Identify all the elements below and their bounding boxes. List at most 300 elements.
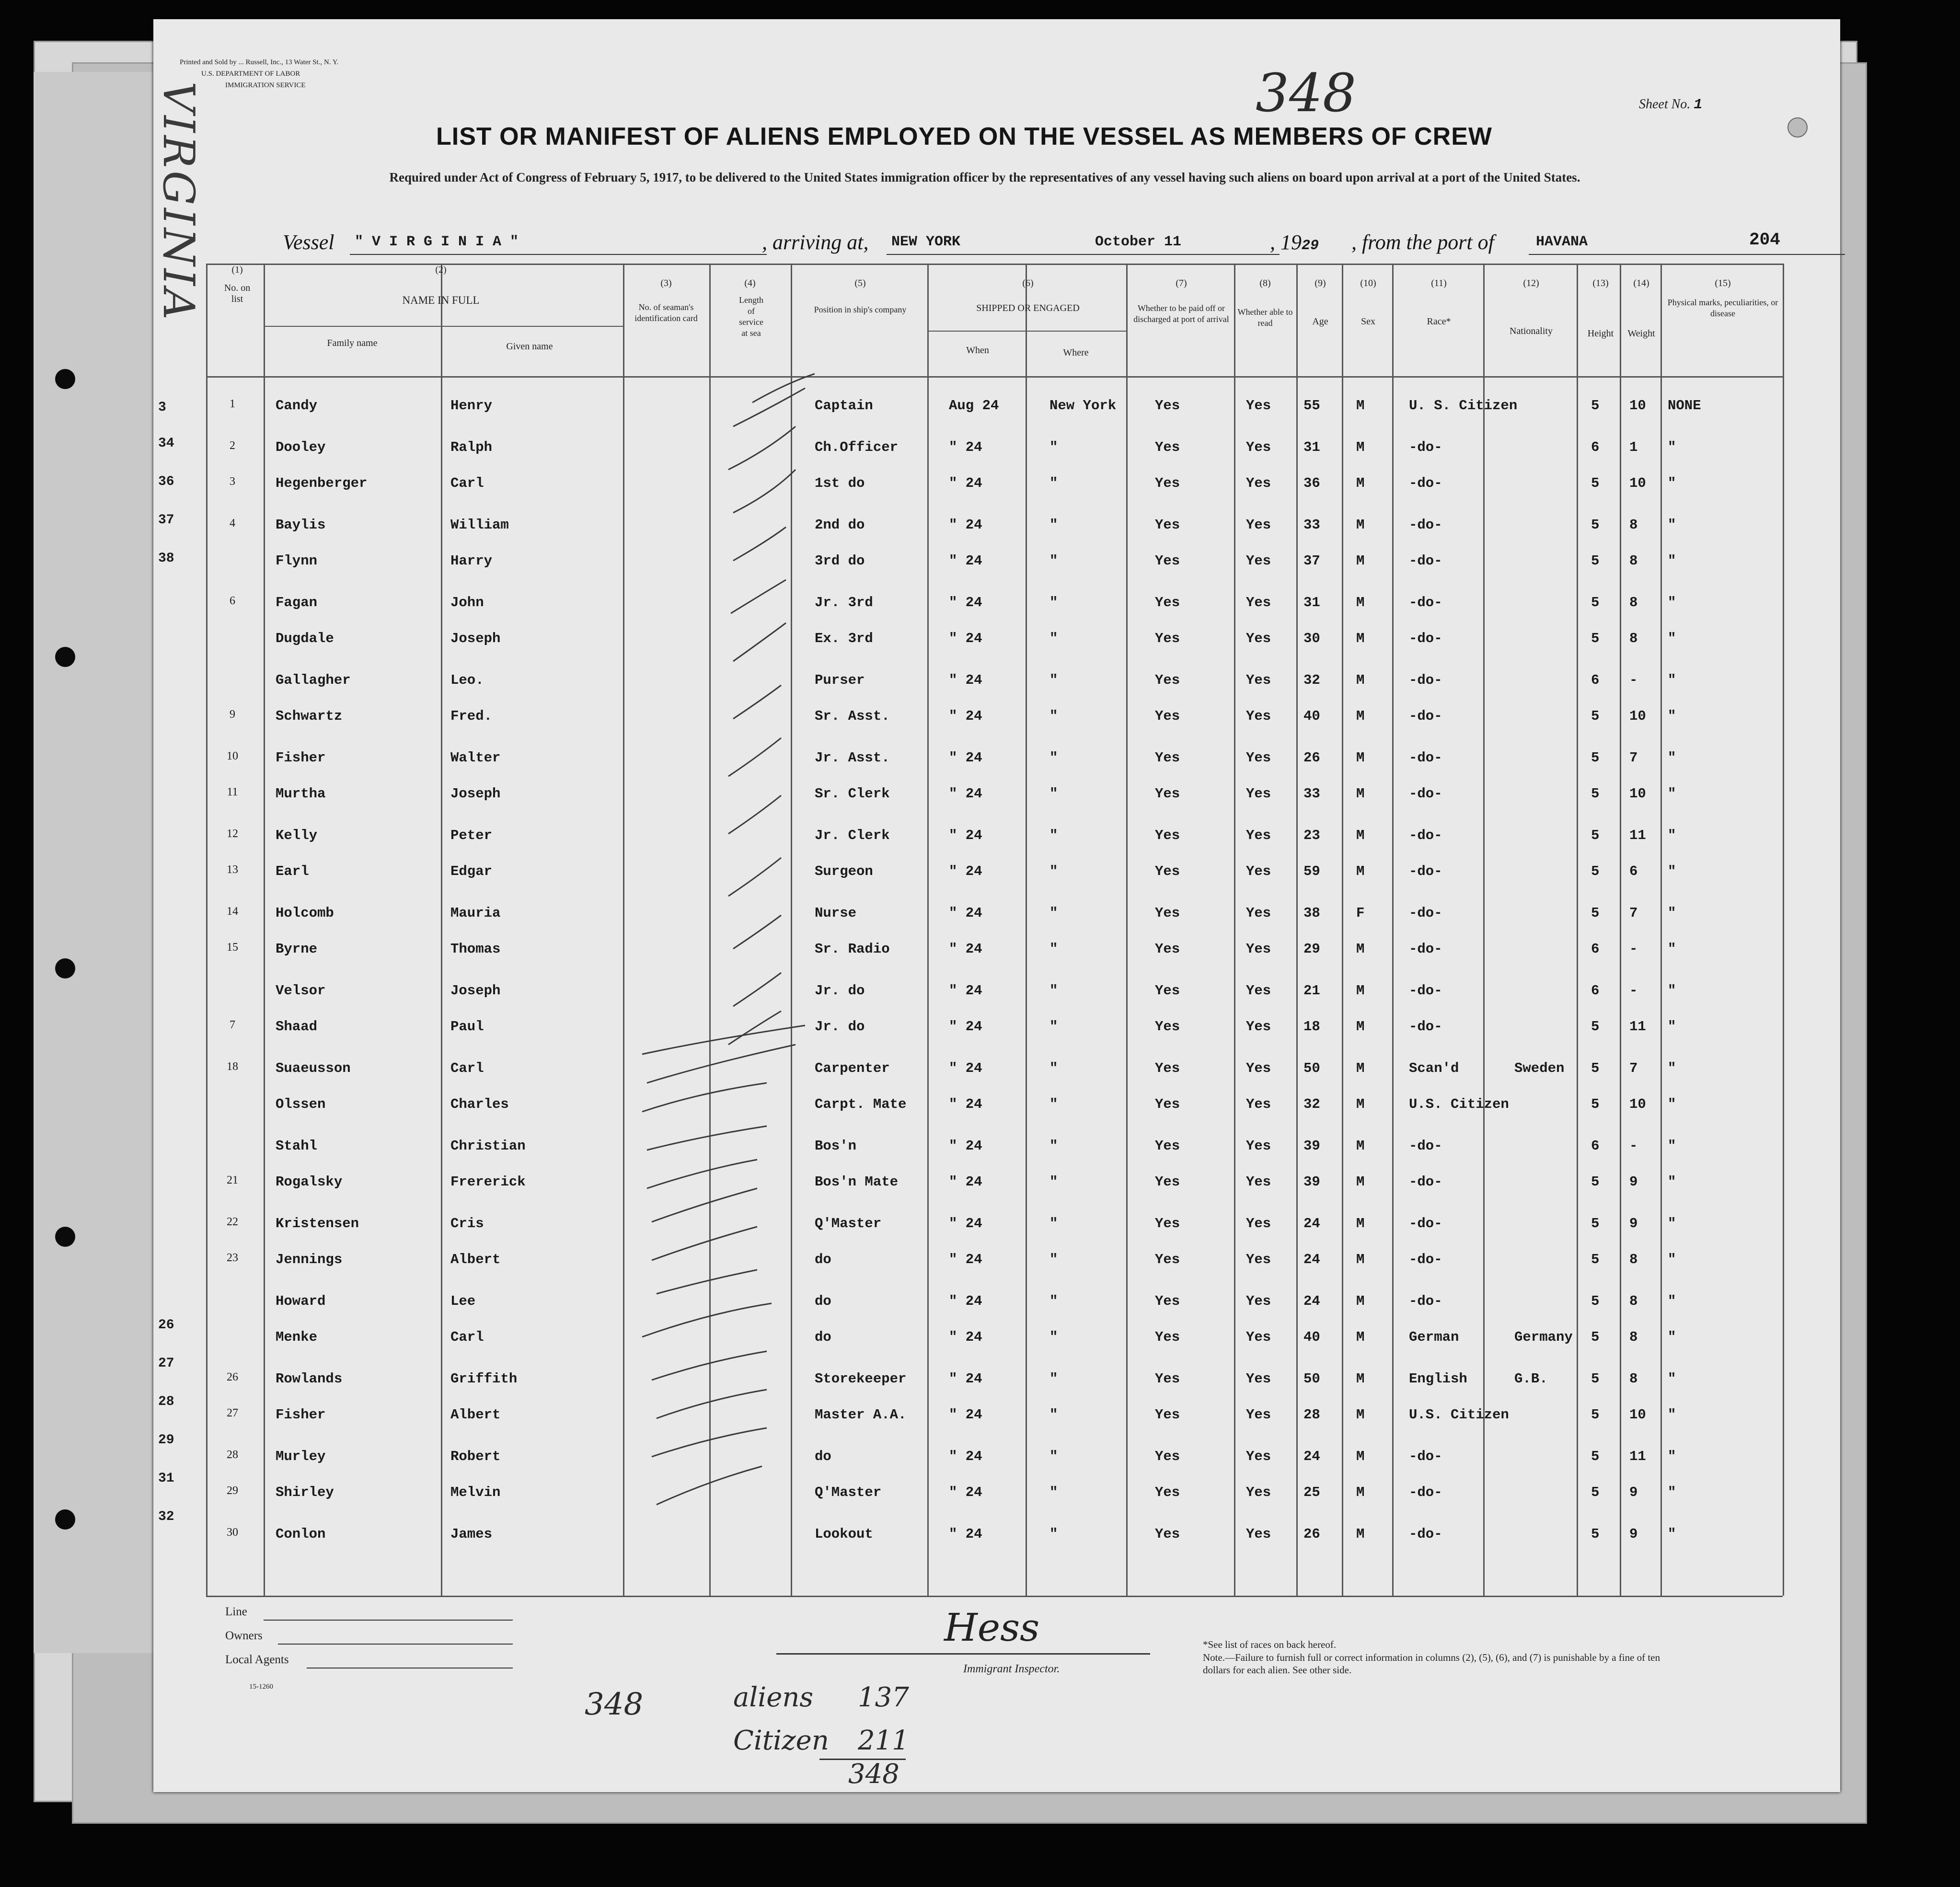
weight: -: [1629, 941, 1638, 957]
able-to-read: Yes: [1246, 1138, 1271, 1154]
family-name: Rowlands: [276, 1371, 343, 1387]
sex: M: [1356, 398, 1365, 414]
row-number: 23: [227, 1252, 238, 1264]
age: 25: [1303, 1484, 1320, 1500]
shipped-where: ": [1049, 475, 1058, 491]
race: -do-: [1409, 595, 1442, 610]
height: 5: [1591, 595, 1600, 610]
citizen-label: Citizen: [733, 1725, 829, 1756]
family-name: Jennings: [276, 1252, 343, 1267]
paid-off: Yes: [1155, 553, 1180, 569]
sex: M: [1356, 1019, 1365, 1035]
position: Jr. do: [815, 1019, 865, 1035]
family-name: Howard: [276, 1293, 326, 1309]
margin-number: 28: [158, 1394, 174, 1409]
row-number: 6: [230, 595, 235, 607]
physical-marks: ": [1668, 1449, 1676, 1464]
header-able-read: Whether able to read: [1237, 307, 1293, 328]
shipped-where: ": [1049, 595, 1058, 610]
given-name: Edgar: [450, 863, 493, 879]
physical-marks: ": [1668, 1526, 1676, 1542]
inspector-label: Immigrant Inspector.: [963, 1663, 1060, 1675]
sex: M: [1356, 1060, 1365, 1076]
family-name: Gallagher: [276, 672, 351, 688]
sex: M: [1356, 595, 1365, 610]
weight: 10: [1629, 708, 1646, 724]
service-line: IMMIGRATION SERVICE: [225, 81, 306, 89]
able-to-read: Yes: [1246, 750, 1271, 766]
shipped-where: ": [1049, 750, 1058, 766]
race: -do-: [1409, 439, 1442, 455]
height: 6: [1591, 672, 1600, 688]
family-name: Shirley: [276, 1484, 334, 1500]
physical-marks: ": [1668, 1407, 1676, 1423]
height: 5: [1591, 1174, 1600, 1190]
able-to-read: Yes: [1246, 672, 1271, 688]
family-name: Shaad: [276, 1019, 318, 1035]
sex: M: [1356, 439, 1365, 455]
age: 50: [1303, 1060, 1320, 1076]
col-number: (7): [1176, 278, 1187, 288]
family-name: Baylis: [276, 517, 326, 533]
grid-line: [927, 264, 929, 1596]
sex: M: [1356, 828, 1365, 843]
paid-off: Yes: [1155, 708, 1180, 724]
race: English: [1409, 1371, 1467, 1387]
paid-off: Yes: [1155, 1174, 1180, 1190]
able-to-read: Yes: [1246, 439, 1271, 455]
shipped-where: ": [1049, 828, 1058, 843]
given-name: Mauria: [450, 905, 501, 921]
family-name: Kristensen: [276, 1216, 359, 1231]
height: 5: [1591, 1293, 1600, 1309]
weight: -: [1629, 983, 1638, 999]
weight: 11: [1629, 1449, 1646, 1464]
shipped-when: " 24: [949, 1096, 982, 1112]
tally-marks: [613, 355, 815, 1553]
weight: 10: [1629, 398, 1646, 414]
able-to-read: Yes: [1246, 517, 1271, 533]
able-to-read: Yes: [1246, 1216, 1271, 1231]
given-name: Thomas: [450, 941, 501, 957]
arriving-label: , arriving at,: [762, 230, 869, 254]
physical-marks: ": [1668, 475, 1676, 491]
family-name: Byrne: [276, 941, 318, 957]
shipped-where: ": [1049, 905, 1058, 921]
height: 5: [1591, 1329, 1600, 1345]
race: -do-: [1409, 1174, 1442, 1190]
position: Jr. 3rd: [815, 595, 873, 610]
department-line: U.S. DEPARTMENT OF LABOR: [201, 70, 300, 78]
grid-line: [1783, 264, 1784, 1596]
weight: 8: [1629, 631, 1638, 646]
position: Jr. do: [815, 983, 865, 999]
position: Surgeon: [815, 863, 873, 879]
margin-number: 27: [158, 1356, 174, 1371]
sex: M: [1356, 475, 1365, 491]
row-number: 13: [227, 863, 238, 876]
shipped-where: ": [1049, 1371, 1058, 1387]
inspector-signature: Hess: [944, 1605, 1040, 1650]
manifest-subtitle: Required under Act of Congress of February 5, 1917, to be delivered to the United States immigration officer by the representatives of any vessel having such aliens on board upon arrival at a port of the United States.: [389, 170, 1580, 184]
row-number: 10: [227, 750, 238, 762]
paid-off: Yes: [1155, 1484, 1180, 1500]
position: do: [815, 1293, 831, 1309]
able-to-read: Yes: [1246, 708, 1271, 724]
able-to-read: Yes: [1246, 983, 1271, 999]
able-to-read: Yes: [1246, 786, 1271, 802]
race: -do-: [1409, 1526, 1442, 1542]
shipped-where: ": [1049, 631, 1058, 646]
paid-off: Yes: [1155, 1293, 1180, 1309]
header-age: Age: [1312, 316, 1328, 327]
height: 5: [1591, 1019, 1600, 1035]
height: 6: [1591, 439, 1600, 455]
height: 5: [1591, 750, 1600, 766]
given-name: Joseph: [450, 983, 501, 999]
row-number: 21: [227, 1174, 238, 1186]
sex: M: [1356, 1407, 1365, 1423]
given-name: Henry: [450, 398, 493, 414]
paid-off: Yes: [1155, 750, 1180, 766]
row-number: 18: [227, 1060, 238, 1073]
given-name: James: [450, 1526, 493, 1542]
grid-line: [1392, 264, 1394, 1596]
aliens-label: aliens: [733, 1682, 814, 1713]
row-number: 28: [227, 1449, 238, 1461]
margin-number: 29: [158, 1433, 174, 1448]
given-name: Carl: [450, 1060, 484, 1076]
shipped-where: ": [1049, 708, 1058, 724]
shipped-where: ": [1049, 1252, 1058, 1267]
position: Q'Master: [815, 1484, 882, 1500]
position: Sr. Radio: [815, 941, 890, 957]
shipped-where: ": [1049, 786, 1058, 802]
col-number: (6): [1022, 278, 1034, 288]
weight: -: [1629, 672, 1638, 688]
row-number: 27: [227, 1407, 238, 1419]
height: 5: [1591, 1096, 1600, 1112]
given-name: Albert: [450, 1407, 501, 1423]
given-name: Walter: [450, 750, 501, 766]
weight: 8: [1629, 1329, 1638, 1345]
footer-line-label: Line: [225, 1605, 247, 1618]
physical-marks: ": [1668, 631, 1676, 646]
weight: 9: [1629, 1216, 1638, 1231]
height: 5: [1591, 1407, 1600, 1423]
able-to-read: Yes: [1246, 1060, 1271, 1076]
paid-off: Yes: [1155, 595, 1180, 610]
height: 5: [1591, 1449, 1600, 1464]
physical-marks: ": [1668, 905, 1676, 921]
physical-marks: ": [1668, 517, 1676, 533]
paid-off: Yes: [1155, 1526, 1180, 1542]
weight: 9: [1629, 1484, 1638, 1500]
able-to-read: Yes: [1246, 1526, 1271, 1542]
physical-marks: ": [1668, 553, 1676, 569]
sex: M: [1356, 983, 1365, 999]
shipped-where: ": [1049, 1526, 1058, 1542]
grid-line: [1620, 264, 1621, 1596]
col-number: (4): [744, 278, 756, 288]
able-to-read: Yes: [1246, 863, 1271, 879]
shipped-when: " 24: [949, 1174, 982, 1190]
physical-marks: ": [1668, 1174, 1676, 1190]
margin-number: 34: [158, 436, 174, 451]
grid-line: [1577, 264, 1578, 1596]
footer-local-agents-label: Local Agents: [225, 1653, 289, 1666]
family-name: Dooley: [276, 439, 326, 455]
col-number: (11): [1431, 278, 1447, 288]
age: 32: [1303, 1096, 1320, 1112]
height: 5: [1591, 1060, 1600, 1076]
family-name: Kelly: [276, 828, 318, 843]
family-name: Velsor: [276, 983, 326, 999]
position: Jr. Clerk: [815, 828, 890, 843]
race: -do-: [1409, 1216, 1442, 1231]
row-number: 14: [227, 905, 238, 918]
paid-off: Yes: [1155, 863, 1180, 879]
shipped-where: ": [1049, 1096, 1058, 1112]
given-name: Christian: [450, 1138, 526, 1154]
family-name: Holcomb: [276, 905, 334, 921]
paid-off: Yes: [1155, 1060, 1180, 1076]
position: Captain: [815, 398, 873, 414]
col-number: (2): [435, 265, 447, 275]
paid-off: Yes: [1155, 631, 1180, 646]
shipped-where: ": [1049, 1060, 1058, 1076]
physical-marks: ": [1668, 672, 1676, 688]
paid-off: Yes: [1155, 1216, 1180, 1231]
sheet-label: Sheet No.: [1639, 97, 1691, 112]
age: 18: [1303, 1019, 1320, 1035]
physical-marks: ": [1668, 1060, 1676, 1076]
given-name: Carl: [450, 1329, 484, 1345]
nationality: G.B.: [1514, 1371, 1548, 1387]
shipped-where: ": [1049, 439, 1058, 455]
weight: 8: [1629, 517, 1638, 533]
grid-line: [206, 376, 1783, 378]
age: 50: [1303, 1371, 1320, 1387]
row-number: 12: [227, 828, 238, 840]
races-note: *See list of races on back hereof.: [1203, 1639, 1337, 1650]
position: Purser: [815, 672, 865, 688]
penalty-note: Note.—Failure to furnish full or correct information in columns (2), (5), (6), and (7) is punishable by a fine of ten dollars for each alien. See other side.: [1203, 1652, 1660, 1676]
age: 38: [1303, 905, 1320, 921]
paid-off: Yes: [1155, 475, 1180, 491]
given-name: Albert: [450, 1252, 501, 1267]
sex: M: [1356, 553, 1365, 569]
age: 31: [1303, 439, 1320, 455]
position: do: [815, 1449, 831, 1464]
family-name: Schwartz: [276, 708, 343, 724]
age: 29: [1303, 941, 1320, 957]
sex: M: [1356, 1096, 1365, 1112]
age: 26: [1303, 1526, 1320, 1542]
position: Master A.A.: [815, 1407, 907, 1423]
margin-number: 31: [158, 1471, 174, 1486]
family-name: Fagan: [276, 595, 318, 610]
shipped-when: " 24: [949, 863, 982, 879]
header-no-on-list: No. on list: [224, 283, 251, 304]
row-number: 29: [227, 1484, 238, 1497]
shipped-when: " 24: [949, 828, 982, 843]
paid-off: Yes: [1155, 1096, 1180, 1112]
grid-line: [206, 264, 208, 1596]
sex: M: [1356, 1174, 1365, 1190]
weight: 7: [1629, 1060, 1638, 1076]
race: -do-: [1409, 1293, 1442, 1309]
col-number: (8): [1259, 278, 1271, 288]
shipped-where: ": [1049, 1293, 1058, 1309]
position: Nurse: [815, 905, 857, 921]
shipped-where: ": [1049, 1216, 1058, 1231]
header-weight: Weight: [1627, 328, 1655, 339]
grid-line: [927, 331, 1126, 332]
age: 39: [1303, 1138, 1320, 1154]
position: Carpenter: [815, 1060, 890, 1076]
weight: 8: [1629, 1293, 1638, 1309]
given-name: Griffith: [450, 1371, 518, 1387]
position: Bos'n: [815, 1138, 857, 1154]
race: -do-: [1409, 517, 1442, 533]
height: 5: [1591, 517, 1600, 533]
row-number: 2: [230, 439, 235, 452]
footer-owners-label: Owners: [225, 1629, 263, 1642]
col-number: (9): [1314, 278, 1326, 288]
header-given-name: Given name: [506, 341, 553, 352]
header-nationality: Nationality: [1510, 326, 1553, 336]
given-name: Frererick: [450, 1174, 526, 1190]
shipped-when: " 24: [949, 1138, 982, 1154]
age: 37: [1303, 553, 1320, 569]
age: 24: [1303, 1252, 1320, 1267]
race: -do-: [1409, 1449, 1442, 1464]
row-number: 15: [227, 941, 238, 954]
sex: M: [1356, 1329, 1365, 1345]
able-to-read: Yes: [1246, 1174, 1271, 1190]
sex: M: [1356, 1526, 1365, 1542]
height: 5: [1591, 1252, 1600, 1267]
age: 40: [1303, 708, 1320, 724]
race: U.S. Citizen: [1409, 1096, 1509, 1112]
punch-hole: [55, 1227, 75, 1247]
page-number: 204: [1749, 230, 1780, 250]
sheet-number: 1: [1694, 97, 1703, 113]
grid-line: [1342, 264, 1343, 1596]
physical-marks: NONE: [1668, 398, 1701, 414]
given-name: Peter: [450, 828, 493, 843]
paid-off: Yes: [1155, 941, 1180, 957]
shipped-where: ": [1049, 1484, 1058, 1500]
family-name: Candy: [276, 398, 318, 414]
shipped-where: ": [1049, 1449, 1058, 1464]
weight: 7: [1629, 905, 1638, 921]
row-number: 1: [230, 398, 235, 410]
shipped-where: ": [1049, 1138, 1058, 1154]
age: 23: [1303, 828, 1320, 843]
height: 5: [1591, 1484, 1600, 1500]
able-to-read: Yes: [1246, 1252, 1271, 1267]
col-number: (14): [1633, 278, 1649, 288]
shipped-when: " 24: [949, 905, 982, 921]
paid-off: Yes: [1155, 828, 1180, 843]
shipped-when: " 24: [949, 750, 982, 766]
arrival-year: 29: [1302, 238, 1319, 254]
physical-marks: ": [1668, 863, 1676, 879]
physical-marks: ": [1668, 983, 1676, 999]
height: 5: [1591, 786, 1600, 802]
height: 5: [1591, 553, 1600, 569]
row-number: 11: [227, 786, 238, 798]
row-number: 30: [227, 1526, 238, 1539]
family-name: Earl: [276, 863, 309, 879]
physical-marks: ": [1668, 1484, 1676, 1500]
family-name: Menke: [276, 1329, 318, 1345]
paid-off: Yes: [1155, 786, 1180, 802]
paid-off: Yes: [1155, 983, 1180, 999]
sex: M: [1356, 1138, 1365, 1154]
paid-off: Yes: [1155, 1407, 1180, 1423]
arrival-port: NEW YORK: [891, 234, 961, 250]
weight: 9: [1629, 1174, 1638, 1190]
margin-number: 32: [158, 1509, 174, 1524]
handwritten-number: 348: [1256, 62, 1356, 124]
given-name: Fred.: [450, 708, 493, 724]
shipped-where: ": [1049, 517, 1058, 533]
header-when: When: [966, 345, 989, 356]
grid-line: [1660, 264, 1662, 1596]
family-name: Murley: [276, 1449, 326, 1464]
position: Lookout: [815, 1526, 873, 1542]
paid-off: Yes: [1155, 1019, 1180, 1035]
sex: M: [1356, 786, 1365, 802]
family-name: Conlon: [276, 1526, 326, 1542]
grid-line: [264, 264, 265, 1596]
manifest-title: LIST OR MANIFEST OF ALIENS EMPLOYED ON THE VESSEL AS MEMBERS OF CREW: [436, 123, 1492, 150]
age: 40: [1303, 1329, 1320, 1345]
height: 5: [1591, 828, 1600, 843]
given-name: Joseph: [450, 631, 501, 646]
position: Storekeeper: [815, 1371, 907, 1387]
able-to-read: Yes: [1246, 631, 1271, 646]
shipped-where: ": [1049, 863, 1058, 879]
sex: M: [1356, 1252, 1365, 1267]
physical-marks: ": [1668, 1252, 1676, 1267]
sex: M: [1356, 863, 1365, 879]
weight: 10: [1629, 475, 1646, 491]
age: 33: [1303, 786, 1320, 802]
physical-marks: ": [1668, 828, 1676, 843]
race: -do-: [1409, 905, 1442, 921]
weight: 11: [1629, 1019, 1646, 1035]
position: 1st do: [815, 475, 865, 491]
height: 6: [1591, 983, 1600, 999]
position: Sr. Asst.: [815, 708, 890, 724]
position: Ex. 3rd: [815, 631, 873, 646]
position: do: [815, 1329, 831, 1345]
shipped-when: " 24: [949, 553, 982, 569]
position: Carpt. Mate: [815, 1096, 907, 1112]
physical-marks: ": [1668, 750, 1676, 766]
shipped-when: " 24: [949, 708, 982, 724]
grid-line: [264, 326, 623, 327]
physical-marks: ": [1668, 1371, 1676, 1387]
punch-hole: [1787, 117, 1808, 138]
nationality: Germany: [1514, 1329, 1573, 1345]
height: 5: [1591, 1216, 1600, 1231]
able-to-read: Yes: [1246, 941, 1271, 957]
